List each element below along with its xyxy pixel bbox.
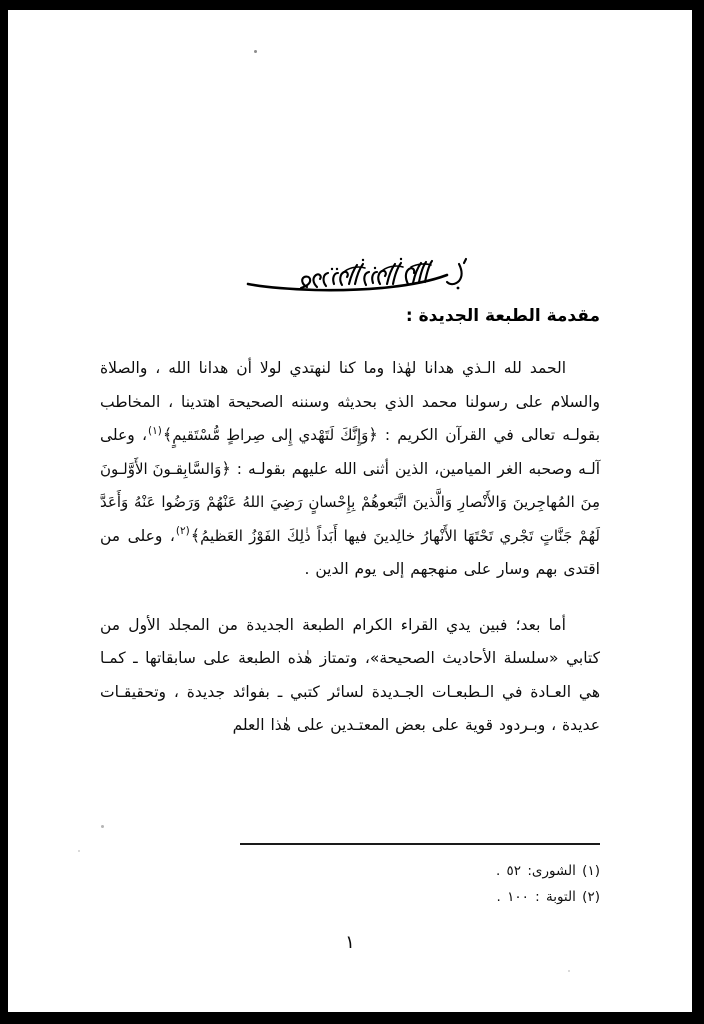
footnote-marker: (١) (582, 863, 600, 879)
footnote-item (100, 884, 600, 910)
footnote-separator (240, 843, 600, 845)
scan-speck (101, 825, 104, 828)
basmala-calligraphy (8, 250, 692, 306)
footnote-text: الشورى: ٥٢ . (495, 863, 576, 879)
paragraph-praise (100, 352, 600, 587)
page-content (100, 306, 600, 743)
footnote-list (100, 858, 600, 910)
quran-verse-shura: وَإِنَّكَ لَتَهْدي إِلى صِراطٍ مُّسْتَقيمٍ (172, 426, 369, 444)
text-run: أما بعد؛ فبين يدي القراء الكرام الطبعة الجديدة من المجلد الأول من كتابي «سلسلة الأحاديث الصحيحة»، وتمتاز هٰذه الطبعة على سابقاتها ـ كمـا هي العـادة في الـطبعـات الجـديدة لسائر كتبي ـ بفوائد جديدة ، وتحقيقـات عديدة ، وبـردود قوية على بعض المعتـدين على هٰذا العلم (100, 615, 600, 734)
page-sheet (8, 10, 692, 1012)
scan-speck (254, 50, 257, 53)
basmala-icon (215, 254, 485, 302)
scan-speck (568, 970, 570, 972)
text-run: الحمد لله الـذي هدانا لهٰذا وما كنا لنهتدي لولا أن هدانا الله ، والصلاة والسلام على رسولنا محمد الذي بحديثه وسننه الصحيحة اهتدينا ، المخاطب بقولـه تعالى في القرآن الكريم : (100, 359, 601, 444)
ayah-open-bracket: ﴿ (368, 425, 378, 444)
footnote-marker: (٢) (582, 889, 600, 905)
ayah-close-bracket: ﴾ (162, 425, 173, 444)
footnote-marker-1[interactable]: (١) (147, 424, 162, 437)
footnote-marker-2[interactable]: (٢) (175, 525, 190, 538)
footnote-item (100, 858, 600, 884)
text-run: ، وعلى آلـه وصحبه الغر الميامين، الذين أثنى الله عليهم بقولـه : (100, 426, 600, 478)
quran-verse-tawbah: وَالسَّابِقـونَ الأَوَّلـونَ مِنَ المُهاجِرينَ وَالأَنْصارِ وَالَّذينَ اتَّبَعوهُمْ بِإِحْسانٍ رَضِيَ اللهُ عَنْهُمْ وَرَضُوا عَنْهُ وَأَعَدَّ لَهُمْ جَنَّاتٍ تَجْري تَحْتَهَا الأَنْهارُ خالِدينَ فيها أَبَداً ذٰلِكَ الفَوْزُ العَظيمُ (100, 459, 600, 545)
ayah-close-bracket: ﴾ (190, 525, 201, 545)
scan-speck (78, 850, 80, 852)
footnote-text: التوبة : ١٠٠ . (496, 889, 576, 905)
ayah-open-bracket: ﴿ (221, 458, 231, 478)
text-run: ، وعلى من اقتدى بهم وسار على منهجهم إلى يوم الدين . (100, 526, 600, 578)
page-number: ١ (345, 932, 355, 953)
page-title: مقدمة الطبعة الجديدة : (405, 306, 600, 326)
paragraph-amma-baad (100, 609, 600, 743)
